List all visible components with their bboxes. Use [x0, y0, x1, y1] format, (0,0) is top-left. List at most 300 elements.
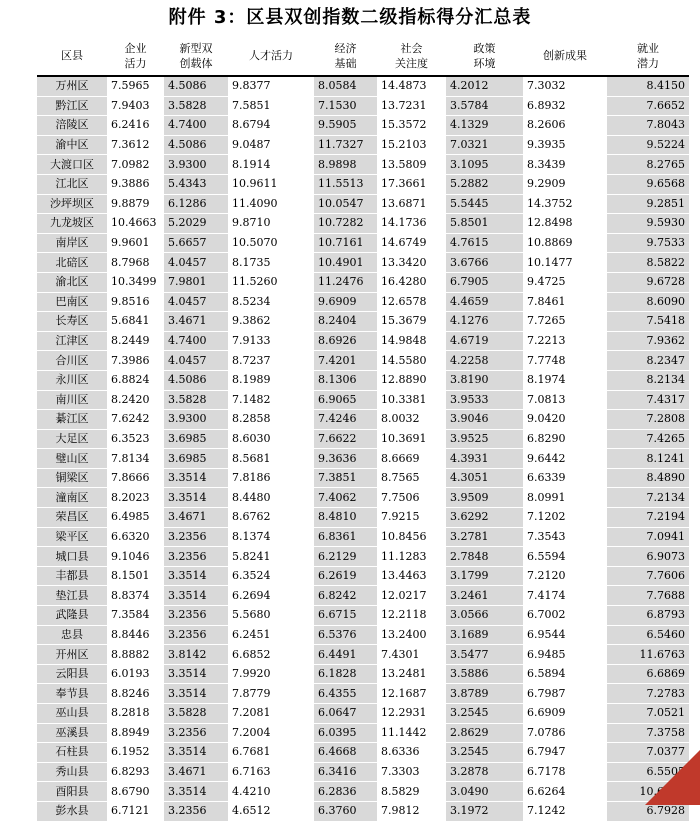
- score-cell: 7.1242: [523, 801, 607, 821]
- score-cell: 8.4810: [314, 508, 377, 528]
- score-cell: 12.8890: [377, 370, 446, 390]
- score-cell: 8.6790: [107, 782, 164, 802]
- score-cell: 9.1046: [107, 547, 164, 567]
- score-cell: 7.5418: [607, 312, 689, 332]
- score-cell: 14.9848: [377, 331, 446, 351]
- score-cell: 3.3514: [164, 782, 228, 802]
- score-cell: 7.4201: [314, 351, 377, 371]
- district-name-cell: 奉节县: [37, 684, 107, 704]
- table-row: [37, 429, 689, 449]
- score-cell: 6.5894: [523, 664, 607, 684]
- score-cell: 8.1241: [607, 449, 689, 469]
- score-cell: 4.5086: [164, 135, 228, 155]
- score-cell: 7.8666: [107, 468, 164, 488]
- score-cell: 10.5070: [228, 233, 314, 253]
- score-cell: 13.3420: [377, 253, 446, 273]
- score-cell: 9.5224: [607, 135, 689, 155]
- score-cell: 6.7002: [523, 606, 607, 626]
- score-cell: 6.3524: [228, 566, 314, 586]
- district-name-cell: 万州区: [37, 76, 107, 96]
- score-cell: 11.1442: [377, 723, 446, 743]
- score-cell: 6.6339: [523, 468, 607, 488]
- score-cell: 6.8290: [523, 429, 607, 449]
- corner-decoration: [645, 750, 700, 805]
- table-row: [37, 194, 689, 214]
- score-cell: 8.1735: [228, 253, 314, 273]
- score-cell: 8.2765: [607, 155, 689, 175]
- score-cell: 12.2931: [377, 704, 446, 724]
- score-cell: 7.0941: [607, 527, 689, 547]
- column-header: 社会 关注度: [377, 36, 446, 76]
- score-cell: 8.6794: [228, 116, 314, 136]
- score-cell: 4.1329: [446, 116, 523, 136]
- score-cell: 6.7121: [107, 801, 164, 821]
- score-cell: 9.3636: [314, 449, 377, 469]
- table-row: [37, 292, 689, 312]
- score-cell: 6.7905: [446, 272, 523, 292]
- score-cell: 7.9403: [107, 96, 164, 116]
- score-cell: 8.5822: [607, 253, 689, 273]
- column-header: 政策 环境: [446, 36, 523, 76]
- score-cell: 3.8190: [446, 370, 523, 390]
- score-cell: 7.2213: [523, 331, 607, 351]
- score-cell: 3.5828: [164, 96, 228, 116]
- score-cell: 3.4671: [164, 312, 228, 332]
- table-row: [37, 312, 689, 332]
- score-cell: 2.8629: [446, 723, 523, 743]
- score-cell: 7.2081: [228, 704, 314, 724]
- score-table-container: [37, 36, 689, 822]
- score-cell: 6.5460: [607, 625, 689, 645]
- score-cell: 7.8186: [228, 468, 314, 488]
- score-cell: 5.4343: [164, 174, 228, 194]
- score-cell: 7.8461: [523, 292, 607, 312]
- table-body: [37, 76, 689, 821]
- table-row: [37, 566, 689, 586]
- district-name-cell: 巫溪县: [37, 723, 107, 743]
- score-cell: 7.1202: [523, 508, 607, 528]
- score-cell: 8.2858: [228, 410, 314, 430]
- column-header: 创新成果: [523, 36, 607, 76]
- district-name-cell: 南川区: [37, 390, 107, 410]
- table-row: [37, 76, 689, 96]
- score-cell: 5.5680: [228, 606, 314, 626]
- score-cell: 9.6442: [523, 449, 607, 469]
- district-name-cell: 渝北区: [37, 272, 107, 292]
- score-cell: 8.6762: [228, 508, 314, 528]
- score-cell: 4.3931: [446, 449, 523, 469]
- score-cell: 9.8516: [107, 292, 164, 312]
- score-cell: 6.7681: [228, 743, 314, 763]
- score-cell: 10.3381: [377, 390, 446, 410]
- score-cell: 16.4280: [377, 272, 446, 292]
- score-cell: 11.7327: [314, 135, 377, 155]
- score-cell: 9.4725: [523, 272, 607, 292]
- score-cell: 11.6763: [607, 645, 689, 665]
- score-cell: 4.4210: [228, 782, 314, 802]
- district-name-cell: 秀山县: [37, 762, 107, 782]
- score-cell: 12.6578: [377, 292, 446, 312]
- district-name-cell: 大足区: [37, 429, 107, 449]
- table-row: [37, 96, 689, 116]
- score-cell: 5.6841: [107, 312, 164, 332]
- score-cell: 6.1828: [314, 664, 377, 684]
- table-row: [37, 468, 689, 488]
- score-cell: 3.5828: [164, 390, 228, 410]
- score-cell: 8.8374: [107, 586, 164, 606]
- score-cell: 3.3514: [164, 684, 228, 704]
- score-cell: 4.6719: [446, 331, 523, 351]
- score-cell: 3.9525: [446, 429, 523, 449]
- score-cell: 7.0321: [446, 135, 523, 155]
- column-header: 人才活力: [228, 36, 314, 76]
- score-cell: 8.6090: [607, 292, 689, 312]
- table-row: [37, 116, 689, 136]
- table-row: [37, 370, 689, 390]
- score-cell: 3.3514: [164, 586, 228, 606]
- score-cell: 8.7237: [228, 351, 314, 371]
- score-cell: 3.5784: [446, 96, 523, 116]
- score-cell: 7.3851: [314, 468, 377, 488]
- score-cell: 6.5505: [607, 762, 689, 782]
- score-cell: 7.9215: [377, 508, 446, 528]
- score-cell: 10.7161: [314, 233, 377, 253]
- score-cell: 7.2783: [607, 684, 689, 704]
- score-cell: 9.3862: [228, 312, 314, 332]
- header-row: [37, 36, 689, 76]
- district-name-cell: 綦江区: [37, 410, 107, 430]
- score-cell: 6.7947: [523, 743, 607, 763]
- score-cell: 8.1306: [314, 370, 377, 390]
- score-cell: 12.2118: [377, 606, 446, 626]
- score-cell: 7.4246: [314, 410, 377, 430]
- column-header: 就业 潜力: [607, 36, 689, 76]
- score-cell: 4.4659: [446, 292, 523, 312]
- score-cell: 10.6466: [607, 782, 689, 802]
- score-cell: 6.9065: [314, 390, 377, 410]
- score-cell: 6.8793: [607, 606, 689, 626]
- score-cell: 3.4671: [164, 508, 228, 528]
- district-name-cell: 江北区: [37, 174, 107, 194]
- score-cell: 3.2356: [164, 547, 228, 567]
- score-cell: 6.3523: [107, 429, 164, 449]
- score-cell: 7.3584: [107, 606, 164, 626]
- score-cell: 3.2878: [446, 762, 523, 782]
- score-cell: 8.6336: [377, 743, 446, 763]
- score-cell: 3.9533: [446, 390, 523, 410]
- district-name-cell: 忠县: [37, 625, 107, 645]
- score-cell: 3.2356: [164, 527, 228, 547]
- score-cell: 7.1482: [228, 390, 314, 410]
- table-row: [37, 155, 689, 175]
- score-cell: 7.3303: [377, 762, 446, 782]
- score-cell: 7.0521: [607, 704, 689, 724]
- score-cell: 3.9300: [164, 155, 228, 175]
- score-cell: 7.8134: [107, 449, 164, 469]
- score-cell: 5.8241: [228, 547, 314, 567]
- score-cell: 6.2451: [228, 625, 314, 645]
- table-row: [37, 527, 689, 547]
- score-cell: 3.2545: [446, 704, 523, 724]
- score-cell: 6.2416: [107, 116, 164, 136]
- score-cell: 6.6264: [523, 782, 607, 802]
- score-cell: 10.4901: [314, 253, 377, 273]
- score-cell: 5.6657: [164, 233, 228, 253]
- score-cell: 8.4480: [228, 488, 314, 508]
- score-cell: 8.1974: [523, 370, 607, 390]
- score-cell: 4.7400: [164, 331, 228, 351]
- score-cell: 8.2404: [314, 312, 377, 332]
- table-row: [37, 645, 689, 665]
- score-cell: 3.0566: [446, 606, 523, 626]
- score-cell: 3.1972: [446, 801, 523, 821]
- score-cell: 6.8242: [314, 586, 377, 606]
- table-row: [37, 331, 689, 351]
- score-cell: 3.3514: [164, 566, 228, 586]
- table-row: [37, 214, 689, 234]
- score-cell: 9.2851: [607, 194, 689, 214]
- score-cell: 9.3886: [107, 174, 164, 194]
- score-cell: 7.2808: [607, 410, 689, 430]
- district-name-cell: 合川区: [37, 351, 107, 371]
- column-header: 区县: [37, 36, 107, 76]
- score-cell: 6.7178: [523, 762, 607, 782]
- score-cell: 6.4355: [314, 684, 377, 704]
- score-cell: 7.9920: [228, 664, 314, 684]
- score-cell: 4.2258: [446, 351, 523, 371]
- score-cell: 8.8949: [107, 723, 164, 743]
- score-cell: 10.3691: [377, 429, 446, 449]
- score-cell: 6.6852: [228, 645, 314, 665]
- district-name-cell: 潼南区: [37, 488, 107, 508]
- score-cell: 15.3572: [377, 116, 446, 136]
- district-name-cell: 垫江县: [37, 586, 107, 606]
- score-cell: 6.6869: [607, 664, 689, 684]
- score-cell: 9.8879: [107, 194, 164, 214]
- score-cell: 8.2606: [523, 116, 607, 136]
- score-cell: 7.2120: [523, 566, 607, 586]
- score-cell: 7.5965: [107, 76, 164, 96]
- score-cell: 6.3416: [314, 762, 377, 782]
- score-cell: 7.8043: [607, 116, 689, 136]
- score-cell: 13.6871: [377, 194, 446, 214]
- table-row: [37, 782, 689, 802]
- score-cell: 13.7231: [377, 96, 446, 116]
- score-cell: 12.1687: [377, 684, 446, 704]
- score-cell: 6.2619: [314, 566, 377, 586]
- score-cell: 10.1477: [523, 253, 607, 273]
- score-cell: 9.0420: [523, 410, 607, 430]
- score-cell: 8.1374: [228, 527, 314, 547]
- score-cell: 8.8882: [107, 645, 164, 665]
- score-cell: 6.6909: [523, 704, 607, 724]
- score-cell: 7.6242: [107, 410, 164, 430]
- score-cell: 3.2356: [164, 606, 228, 626]
- score-cell: 7.6622: [314, 429, 377, 449]
- score-cell: 3.1689: [446, 625, 523, 645]
- score-cell: 13.2400: [377, 625, 446, 645]
- district-name-cell: 开州区: [37, 645, 107, 665]
- score-cell: 13.4463: [377, 566, 446, 586]
- table-row: [37, 390, 689, 410]
- score-cell: 3.1799: [446, 566, 523, 586]
- score-cell: 8.8446: [107, 625, 164, 645]
- district-name-cell: 巴南区: [37, 292, 107, 312]
- score-cell: 3.2545: [446, 743, 523, 763]
- score-cell: 9.6568: [607, 174, 689, 194]
- score-cell: 3.5477: [446, 645, 523, 665]
- table-row: [37, 410, 689, 430]
- score-cell: 7.2194: [607, 508, 689, 528]
- table-row: [37, 684, 689, 704]
- score-cell: 8.2134: [607, 370, 689, 390]
- score-cell: 7.7748: [523, 351, 607, 371]
- score-cell: 7.4317: [607, 390, 689, 410]
- score-cell: 7.7688: [607, 586, 689, 606]
- score-cell: 15.3679: [377, 312, 446, 332]
- score-cell: 8.0991: [523, 488, 607, 508]
- district-name-cell: 南岸区: [37, 233, 107, 253]
- score-cell: 6.6715: [314, 606, 377, 626]
- table-row: [37, 253, 689, 273]
- score-cell: 6.5376: [314, 625, 377, 645]
- score-cell: 6.0395: [314, 723, 377, 743]
- score-cell: 6.8932: [523, 96, 607, 116]
- district-name-cell: 江津区: [37, 331, 107, 351]
- score-cell: 10.9611: [228, 174, 314, 194]
- score-cell: 4.0457: [164, 253, 228, 273]
- score-cell: 9.5930: [607, 214, 689, 234]
- score-cell: 7.3986: [107, 351, 164, 371]
- district-name-cell: 黔江区: [37, 96, 107, 116]
- table-row: [37, 449, 689, 469]
- score-cell: 3.3514: [164, 468, 228, 488]
- score-cell: 3.6985: [164, 449, 228, 469]
- score-cell: 4.6512: [228, 801, 314, 821]
- column-header: 经济 基础: [314, 36, 377, 76]
- score-cell: 4.2012: [446, 76, 523, 96]
- score-cell: 12.0217: [377, 586, 446, 606]
- score-cell: 8.5234: [228, 292, 314, 312]
- score-cell: 7.3758: [607, 723, 689, 743]
- score-cell: 5.8501: [446, 214, 523, 234]
- score-cell: 6.0193: [107, 664, 164, 684]
- score-summary-table: [37, 36, 689, 822]
- table-header: [37, 36, 689, 76]
- score-cell: 7.6652: [607, 96, 689, 116]
- score-cell: 4.7400: [164, 116, 228, 136]
- score-cell: 8.0584: [314, 76, 377, 96]
- score-cell: 7.0377: [607, 743, 689, 763]
- score-cell: 8.2023: [107, 488, 164, 508]
- score-cell: 3.3514: [164, 664, 228, 684]
- page-title: 附件 3：区县双创指数二级指标得分汇总表: [168, 7, 532, 28]
- score-cell: 12.8498: [523, 214, 607, 234]
- district-name-cell: 酉阳县: [37, 782, 107, 802]
- score-cell: 14.5580: [377, 351, 446, 371]
- score-cell: 7.4301: [377, 645, 446, 665]
- score-cell: 7.0982: [107, 155, 164, 175]
- score-cell: 6.2836: [314, 782, 377, 802]
- score-cell: 7.0786: [523, 723, 607, 743]
- score-cell: 14.6749: [377, 233, 446, 253]
- score-cell: 7.3612: [107, 135, 164, 155]
- score-cell: 6.5594: [523, 547, 607, 567]
- score-cell: 8.5829: [377, 782, 446, 802]
- score-cell: 4.5086: [164, 76, 228, 96]
- score-cell: 9.2909: [523, 174, 607, 194]
- table-row: [37, 743, 689, 763]
- score-cell: 9.5905: [314, 116, 377, 136]
- score-cell: 3.4671: [164, 762, 228, 782]
- column-header: 企业 活力: [107, 36, 164, 76]
- score-cell: 7.4174: [523, 586, 607, 606]
- district-name-cell: 大渡口区: [37, 155, 107, 175]
- score-cell: 6.7987: [523, 684, 607, 704]
- score-cell: 8.2347: [607, 351, 689, 371]
- score-cell: 3.6985: [164, 429, 228, 449]
- score-cell: 8.1989: [228, 370, 314, 390]
- district-name-cell: 梁平区: [37, 527, 107, 547]
- score-cell: 2.7848: [446, 547, 523, 567]
- score-cell: 6.1286: [164, 194, 228, 214]
- score-cell: 11.2476: [314, 272, 377, 292]
- score-cell: 3.6292: [446, 508, 523, 528]
- score-cell: 3.2461: [446, 586, 523, 606]
- score-cell: 8.5681: [228, 449, 314, 469]
- score-cell: 9.7533: [607, 233, 689, 253]
- district-name-cell: 铜梁区: [37, 468, 107, 488]
- score-cell: 7.9133: [228, 331, 314, 351]
- score-cell: 8.7565: [377, 468, 446, 488]
- score-cell: 4.7615: [446, 233, 523, 253]
- score-cell: 11.1283: [377, 547, 446, 567]
- score-cell: 6.8293: [107, 762, 164, 782]
- table-row: [37, 586, 689, 606]
- score-cell: 8.6669: [377, 449, 446, 469]
- score-cell: 3.2781: [446, 527, 523, 547]
- score-cell: 8.4890: [607, 468, 689, 488]
- score-cell: 6.7163: [228, 762, 314, 782]
- score-cell: 6.9485: [523, 645, 607, 665]
- district-name-cell: 永川区: [37, 370, 107, 390]
- score-cell: 13.5809: [377, 155, 446, 175]
- score-cell: 14.1736: [377, 214, 446, 234]
- score-cell: 3.9300: [164, 410, 228, 430]
- table-row: [37, 547, 689, 567]
- score-cell: 7.3032: [523, 76, 607, 96]
- score-cell: 9.9601: [107, 233, 164, 253]
- score-cell: 8.2818: [107, 704, 164, 724]
- score-cell: 10.0547: [314, 194, 377, 214]
- district-name-cell: 沙坪坝区: [37, 194, 107, 214]
- score-cell: 8.1914: [228, 155, 314, 175]
- score-cell: 6.2694: [228, 586, 314, 606]
- score-cell: 9.0487: [228, 135, 314, 155]
- score-cell: 5.2882: [446, 174, 523, 194]
- table-row: [37, 508, 689, 528]
- score-cell: 8.3439: [523, 155, 607, 175]
- table-row: [37, 272, 689, 292]
- score-cell: 11.5260: [228, 272, 314, 292]
- district-name-cell: 丰都县: [37, 566, 107, 586]
- score-cell: 10.3499: [107, 272, 164, 292]
- score-cell: 14.4873: [377, 76, 446, 96]
- score-cell: 6.8361: [314, 527, 377, 547]
- score-cell: 6.3760: [314, 801, 377, 821]
- score-cell: 7.1530: [314, 96, 377, 116]
- score-cell: 6.6320: [107, 527, 164, 547]
